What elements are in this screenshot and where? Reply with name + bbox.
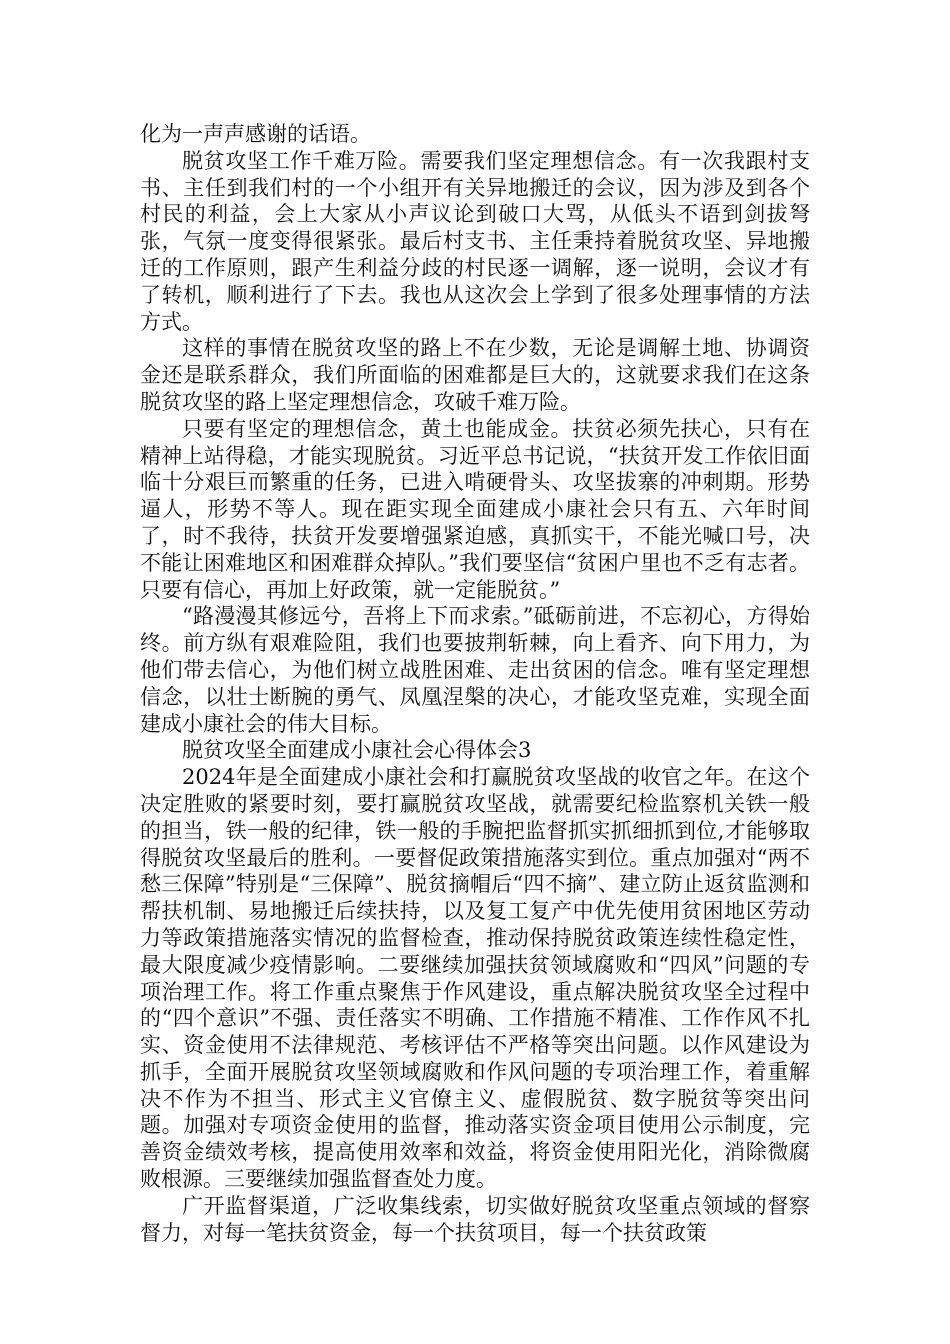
paragraph: 2024年是全面建成小康社会和打赢脱贫攻坚战的收官之年。在这个决定胜败的紧要时刻，要打赢脱贫攻坚战，就需要纪检监察机关铁一般的担当，铁一般的纪律，铁一般的手腕把监督抓实抓细抓到位,才能够取得脱贫攻坚最后的胜利。一要督促政策措施落实到位。重点加强对“两不愁三保障”特别是“三保障”、脱贫摘帽后“四不摘”、建立防止返贫监测和帮扶机制、易地搬迁后续扶持，以及复工复产中优先使用贫困地区劳动力等政策措施落实情况的监督检查，推动保持脱贫政策连续性稳定性，最大限度减少疫情影响。二要继续加强扶贫领域腐败和“四风”问题的专项治理工作。将工作重点聚焦于作风建设，重点解决脱贫攻坚全过程中的“四个意识”不强、责任落实不明确、工作措施不精准、工作作风不扎实、资金使用不法律规范、考核评估不严格等突出问题。以作风建设为抓手，全面开展脱贫攻坚领域腐败和作风问题的专项治理工作，着重解决不作为不担当、形式主义官僚主义、虚假脱贫、数字脱贫等突出问题。加强对专项资金使用的监督，推动落实资金项目使用公示制度，完善资金绩效考核，提高使用效率和效益，将资金使用阳光化，消除微腐败根源。三要继续加强监督查处力度。 xyxy=(140,765,810,1192)
paragraph: 脱贫攻坚工作千难万险。需要我们坚定理想信念。有一次我跟村支书、主任到我们村的一个小组开有关异地搬迁的会议，因为涉及到各个村民的利益，会上大家从小声议论到破口大骂，从低头不语到剑拔弩张，气氛一度变得很紧张。最后村支书、主任秉持着脱贫攻坚、异地搬迁的工作原则，跟产生利益分歧的村民逐一调解，逐一说明，会议才有了转机，顺利进行了下去。我也从这次会上学到了很多处理事情的方法方式。 xyxy=(140,148,810,334)
document-body xyxy=(140,121,810,1246)
paragraph: 这样的事情在脱贫攻坚的路上不在少数，无论是调解土地、协调资金还是联系群众，我们所面临的困难都是巨大的，这就要求我们在这条脱贫攻坚的路上坚定理想信念，攻破千难万险。 xyxy=(140,336,810,414)
paragraph-continued: 化为一声声感谢的话语。 xyxy=(140,122,371,146)
paragraph: 广开监督渠道，广泛收集线索，切实做好脱贫攻坚重点领域的督察督力，对每一笔扶贫资金，每一个扶贫项目，每一个扶贫政策 xyxy=(140,1193,810,1245)
paragraph: 只要有坚定的理想信念，黄土也能成金。扶贫必须先扶心，只有在精神上站得稳，才能实现脱贫。习近平总书记说，“扶贫开发工作依旧面临十分艰巨而繁重的任务，已进入啃硬骨头、攻坚拔寨的冲刺期。形势逼人，形势不等人。现在距实现全面建成小康社会只有五、六年时间了，时不我待，扶贫开发要增强紧迫感，真抓实干，不能光喊口号，决不能让困难地区和困难群众掉队。”我们要坚信“贫困户里也不乏有志者。只要有信心，再加上好政策，就一定能脱贫。” xyxy=(140,416,810,602)
section-heading: 脱贫攻坚全面建成小康社会心得体会3 xyxy=(182,738,532,763)
paragraph: “路漫漫其修远兮，吾将上下而求索。”砥砺前进，不忘初心，方得始终。前方纵有艰难险阻，我们也要披荆斩棘，向上看齐、向下用力，为他们带去信心，为他们树立战胜困难、走出贫困的信念。唯有坚定理想信念，以壮士断腕的勇气、凤凰涅槃的决心，才能攻坚克难，实现全面建成小康社会的伟大目标。 xyxy=(140,604,810,736)
